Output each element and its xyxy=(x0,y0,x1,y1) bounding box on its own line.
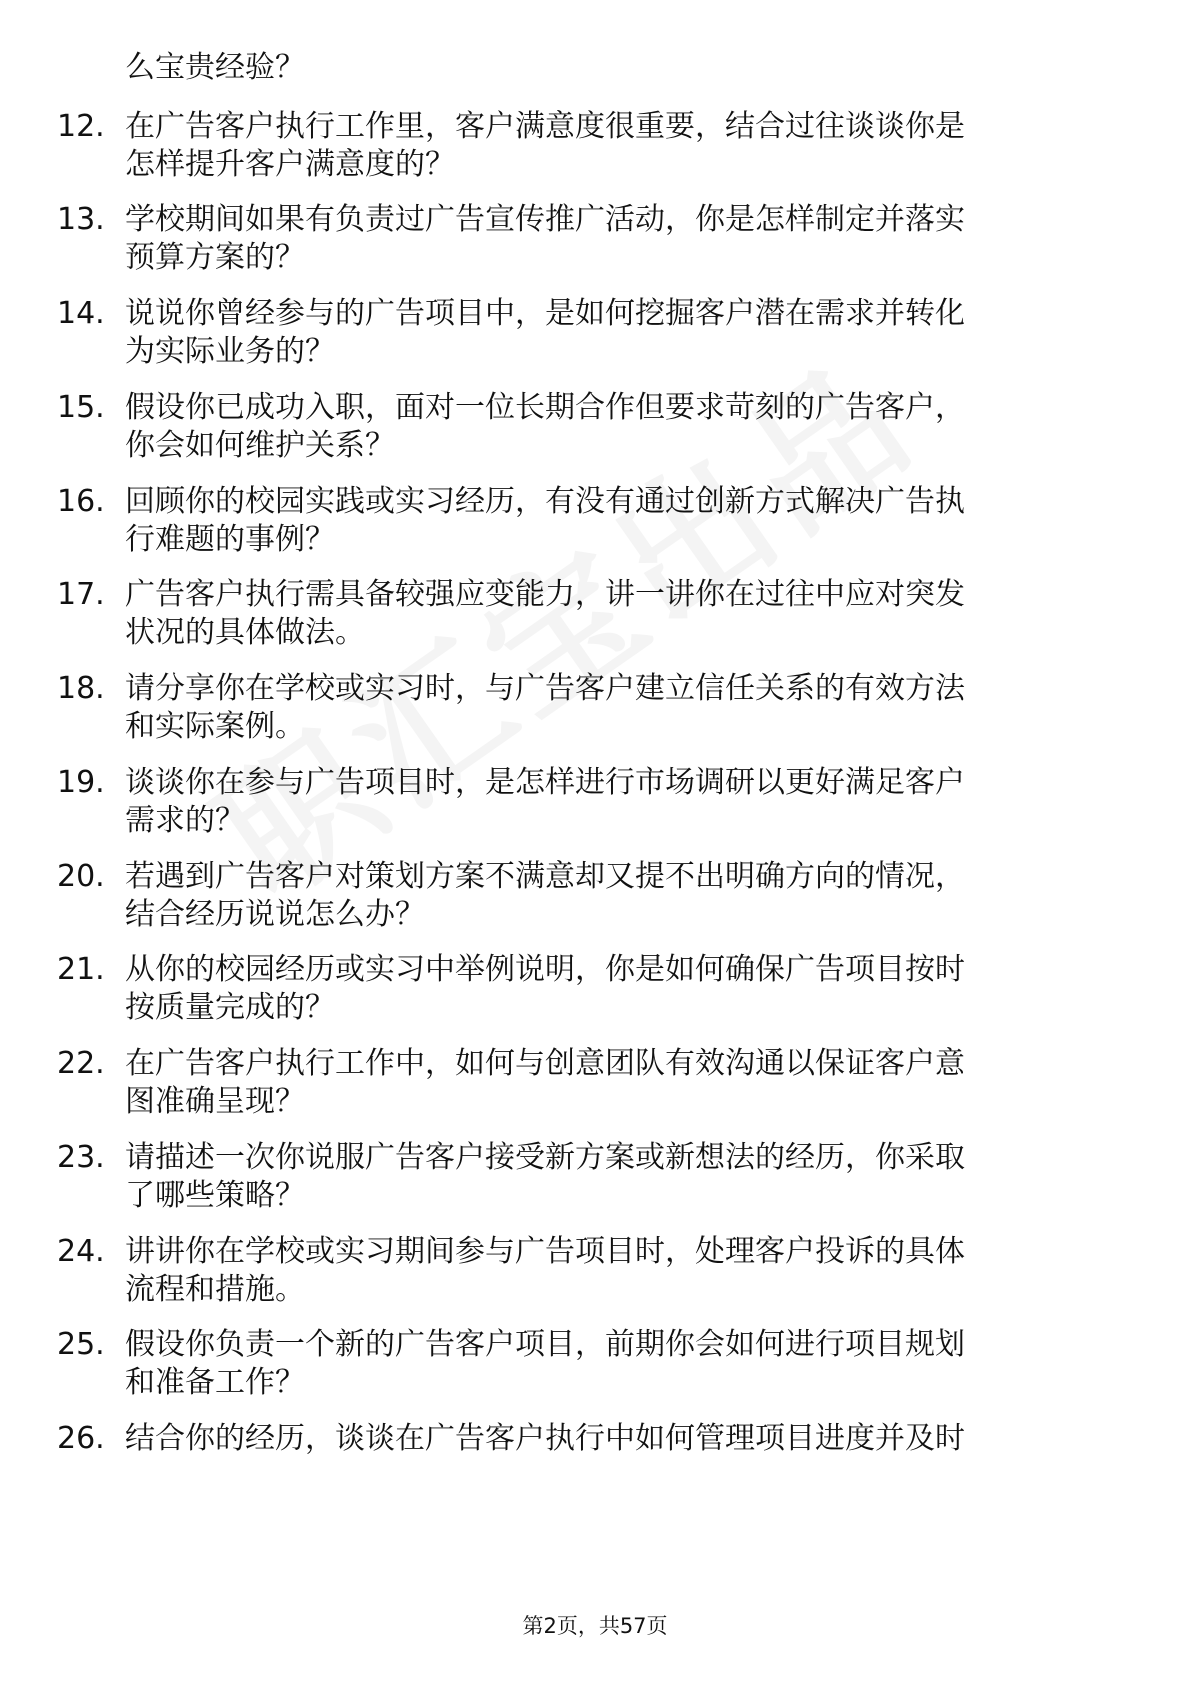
question-number: 26. xyxy=(57,1421,105,1456)
question-text: 假设你负责一个新的广告客户项目，前期你会如何进行项目规划 xyxy=(125,1327,965,1362)
question-text: 请分享你在学校或实习时，与广告客户建立信任关系的有效方法 xyxy=(125,671,965,706)
question-text: 学校期间如果有负责过广告宣传推广活动，你是怎样制定并落实 xyxy=(125,202,965,237)
question-text: 讲讲你在学校或实习期间参与广告项目时，处理客户投诉的具体 xyxy=(125,1234,965,1269)
question-text: 谈谈你在参与广告项目时，是怎样进行市场调研以更好满足客户 xyxy=(125,765,965,800)
question-number: 22. xyxy=(57,1046,105,1081)
question-text: 行难题的事例？ xyxy=(125,522,335,557)
question-text: 在广告客户执行工作里，客户满意度很重要，结合过往谈谈你是 xyxy=(125,109,965,144)
question-text: 和实际案例。 xyxy=(125,709,305,744)
question-text: 需求的？ xyxy=(125,803,245,838)
question-text: 假设你已成功入职，面对一位长期合作但要求苛刻的广告客户， xyxy=(125,390,965,425)
page-footer: 第2页，共57页 xyxy=(522,1614,668,1638)
question-text-continuation: 么宝贵经验？ xyxy=(125,50,305,85)
question-text: 怎样提升客户满意度的？ xyxy=(125,147,455,182)
question-text: 你会如何维护关系？ xyxy=(125,428,395,463)
question-text: 若遇到广告客户对策划方案不满意却又提不出明确方向的情况， xyxy=(125,859,965,894)
question-text: 按质量完成的？ xyxy=(125,990,335,1025)
question-number: 23. xyxy=(57,1140,105,1175)
question-number: 14. xyxy=(57,296,105,331)
question-number: 15. xyxy=(57,390,105,425)
question-number: 21. xyxy=(57,952,105,987)
question-number: 25. xyxy=(57,1327,105,1362)
question-number: 13. xyxy=(57,202,105,237)
question-number: 19. xyxy=(57,765,105,800)
question-text: 结合你的经历，谈谈在广告客户执行中如何管理项目进度并及时 xyxy=(125,1421,965,1456)
question-text: 了哪些策略？ xyxy=(125,1178,305,1213)
question-text: 请描述一次你说服广告客户接受新方案或新想法的经历，你采取 xyxy=(125,1140,965,1175)
question-text: 预算方案的？ xyxy=(125,240,305,275)
question-number: 12. xyxy=(57,109,105,144)
question-number: 24. xyxy=(57,1234,105,1269)
question-text: 为实际业务的？ xyxy=(125,334,335,369)
question-text: 和准备工作？ xyxy=(125,1365,305,1400)
question-text: 图准确呈现？ xyxy=(125,1084,305,1119)
question-text: 状况的具体做法。 xyxy=(125,615,365,650)
question-text: 说说你曾经参与的广告项目中，是如何挖掘客户潜在需求并转化 xyxy=(125,296,965,331)
question-text: 回顾你的校园实践或实习经历，有没有通过创新方式解决广告执 xyxy=(125,484,965,519)
question-number: 18. xyxy=(57,671,105,706)
question-text: 从你的校园经历或实习中举例说明，你是如何确保广告项目按时 xyxy=(125,952,965,987)
question-text: 结合经历说说怎么办？ xyxy=(125,897,425,932)
question-number: 16. xyxy=(57,484,105,519)
question-number: 17. xyxy=(57,577,105,612)
question-text: 广告客户执行需具备较强应变能力，讲一讲你在过往中应对突发 xyxy=(125,577,965,612)
question-text: 流程和措施。 xyxy=(125,1272,305,1307)
question-text: 在广告客户执行工作中，如何与创意团队有效沟通以保证客户意 xyxy=(125,1046,965,1081)
question-number: 20. xyxy=(57,859,105,894)
